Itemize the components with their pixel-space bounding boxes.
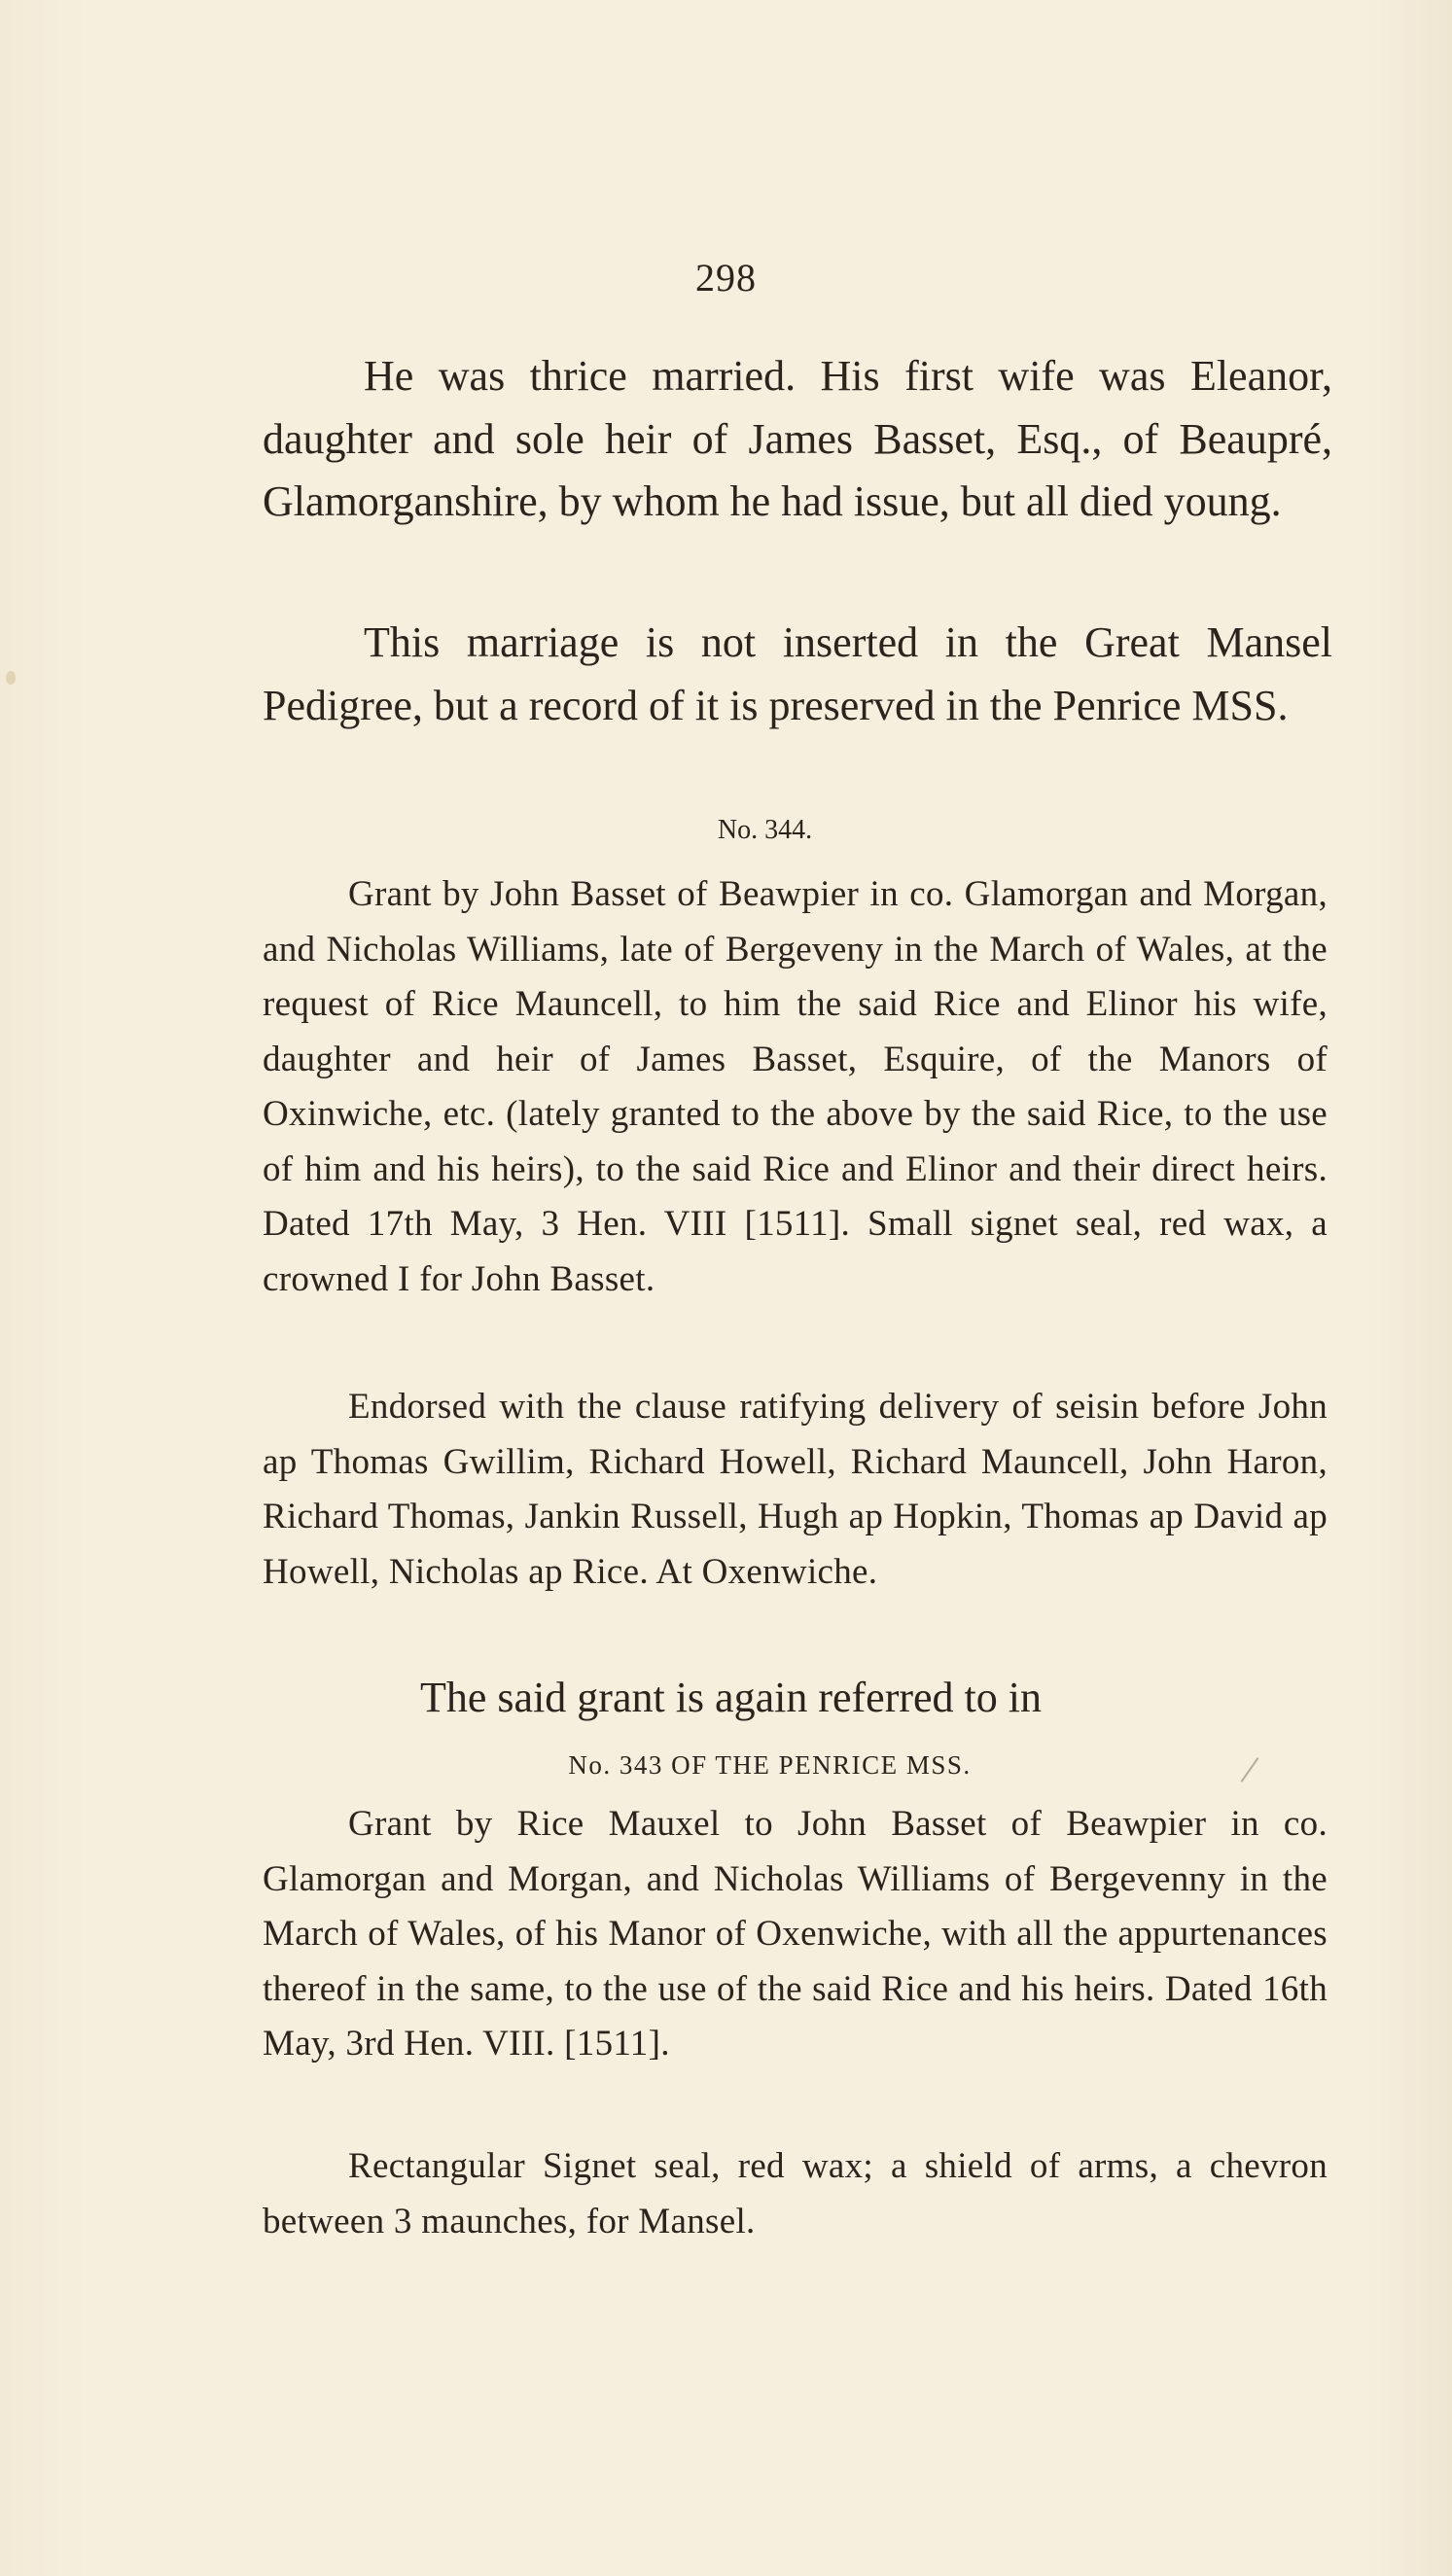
record-343-text: Grant by Rice Mauxel to John Basset of Beawpier in co. Glamorgan and Morgan, and Nicholas Williams of Bergevenny in the March of Wales, of his Manor of Oxenwiche, with all the appurtenances thereof in the same, to the use of the said Rice and his heirs. Dated 16th May, 3rd Hen. VIII. [1511]. [263, 1804, 1328, 2064]
cross-reference-line: The said grant is again referred to in [420, 1674, 1042, 1721]
record-343-seal: Rectangular Signet seal, red wax; a shield of arms, a chevron between 3 maunches, for Mansel. [263, 2146, 1328, 2241]
record-344-text: Grant by John Basset of Beawpier in co. Glamorgan and Morgan, and Nicholas Williams, late of Bergeveny in the March of Wales, at the request of Rice Mauncell, to him the said Rice and Elinor his wife, daughter and heir of James Basset, Esquire, of the Manors of Oxinwiche, etc. (lately granted to the above by the said Rice, to the use of him and his heirs), to the said Rice and Elinor and their direct heirs. Dated 17th May, 3 Hen. VIII [1511]. Small signet seal, red wax, a crowned I for John Basset. [263, 874, 1328, 1299]
paper-spot [6, 671, 16, 685]
record-heading-343: No. 343 OF THE PENRICE MSS. [568, 1750, 972, 1780]
paragraph-marriage: He was thrice married. His first wife was Eleanor, daughter and sole heir of James Basset, Esq., of Beaupré, Glamorganshire, by whom he had issue, but all died young. [263, 352, 1332, 525]
record-heading-344: No. 344. [717, 815, 813, 845]
paragraph-pedigree-note: This marriage is not inserted in the Great Mansel Pedigree, but a record of it is preserved in the Penrice MSS. [263, 618, 1332, 729]
page-number: 298 [695, 256, 757, 300]
record-344-endorsement: Endorsed with the clause ratifying delivery of seisin before John ap Thomas Gwillim, Richard Howell, Richard Mauncell, John Haron, Richard Thomas, Jankin Russell, Hugh ap Hopkin, Thomas ap David ap Howell, Nicholas ap Rice. At Oxenwiche. [263, 1387, 1328, 1592]
